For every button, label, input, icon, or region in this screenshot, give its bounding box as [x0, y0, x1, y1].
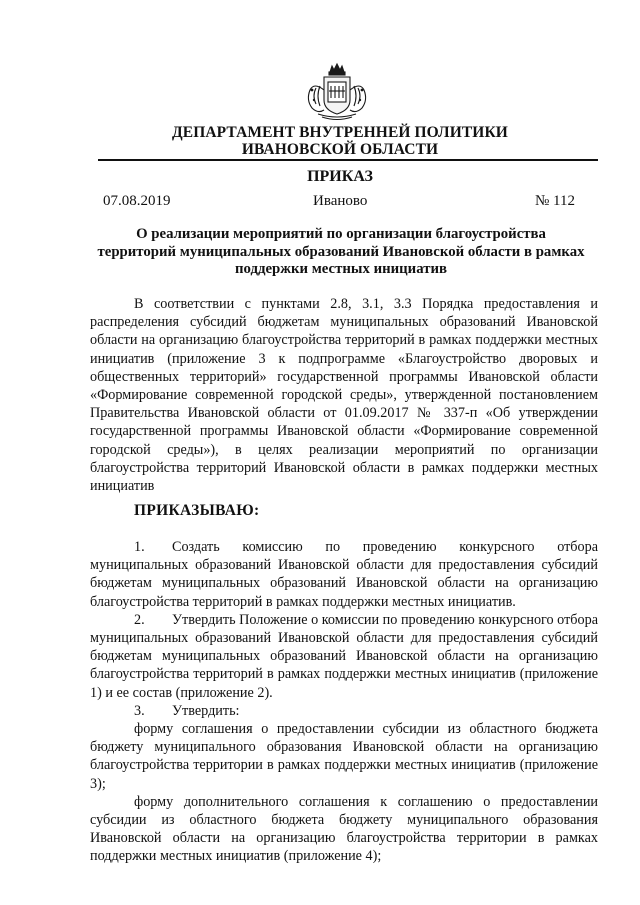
coat-of-arms-emblem — [296, 60, 378, 122]
document-title-line: О реализации мероприятий по организации благоустройства — [136, 226, 546, 242]
document-date: 07.08.2019 — [103, 193, 171, 209]
department-name-line-2: ИВАНОВСКОЙ ОБЛАСТИ — [241, 141, 439, 158]
department-name-line-1: ДЕПАРТАМЕНТ ВНУТРЕННЕЙ ПОЛИТИКИ — [172, 124, 508, 141]
order-item — [90, 611, 598, 702]
order-item-number: 1. — [134, 539, 145, 555]
order-subitem: форму дополнительного соглашения к соглашению о предоставлении субсидии из областного бюджета бюджету муниципального образования Ивановской области на организацию благоустройства территории в рамках поддержки местных инициатив (приложение 4); — [90, 793, 598, 865]
order-subitem: форму соглашения о предоставлении субсидии из областного бюджета бюджету муниципального образования Ивановской области на организацию благоустройства территории в рамках поддержки местных инициатив (приложение 3); — [90, 721, 598, 792]
document-number: № 112 — [535, 193, 576, 209]
order-item-number: 3. — [134, 702, 145, 719]
order-items — [90, 538, 598, 866]
order-item-text: Создать комиссию по проведению конкурсного отбора муниципальных образований Ивановской области для предоставления субсидий бюджетам муниципальных образований Ивановской области на организацию благоустройства территорий в рамках поддержки местных инициатив. — [90, 539, 598, 610]
document-title-line: территорий муниципальных образований Ивановской области в рамках — [97, 243, 585, 260]
document-type-heading: ПРИКАЗ — [307, 168, 373, 185]
order-item-text: Утвердить: — [172, 702, 240, 719]
document-title — [82, 226, 600, 279]
preamble-paragraph: В соответствии с пунктами 2.8, 3.1, 3.3 Порядка предоставления и распределения субсидий бюджетам муниципальных образований Ивановской области на организацию благоустройства территорий в рамках поддержки местных инициатив (приложение 3 к подпрограмме «Благоустройство дворовых и общественных территорий» государственной программы Ивановской области «Формирование современной городской среды», утвержденной постановлением Правительства Ивановской области от 01.09.2017 № 337-п «Об утверждении государственной программы Ивановской области «Формирование современной городской среды»), в целях реализации мероприятий по организации благоустройства территорий Ивановской области в рамках поддержки местных инициатив — [90, 296, 598, 495]
order-item — [90, 538, 598, 611]
preamble-section — [90, 295, 598, 495]
order-heading: ПРИКАЗЫВАЮ: — [134, 502, 260, 519]
order-item-number: 2. — [134, 611, 145, 628]
order-item — [90, 702, 598, 720]
document-city: Иваново — [313, 193, 368, 209]
order-item-text: Утвердить Положение о комиссии по проведению конкурсного отбора муниципальных образований Ивановской области для предоставления субсидий бюджетам муниципальных образований Ивановской области на организацию благоустройства территорий в рамках поддержки местных инициатив (приложение 1) и ее состав (приложение 2). — [90, 611, 598, 701]
header-divider — [98, 159, 598, 161]
document-title-line: поддержки местных инициатив — [234, 261, 447, 277]
